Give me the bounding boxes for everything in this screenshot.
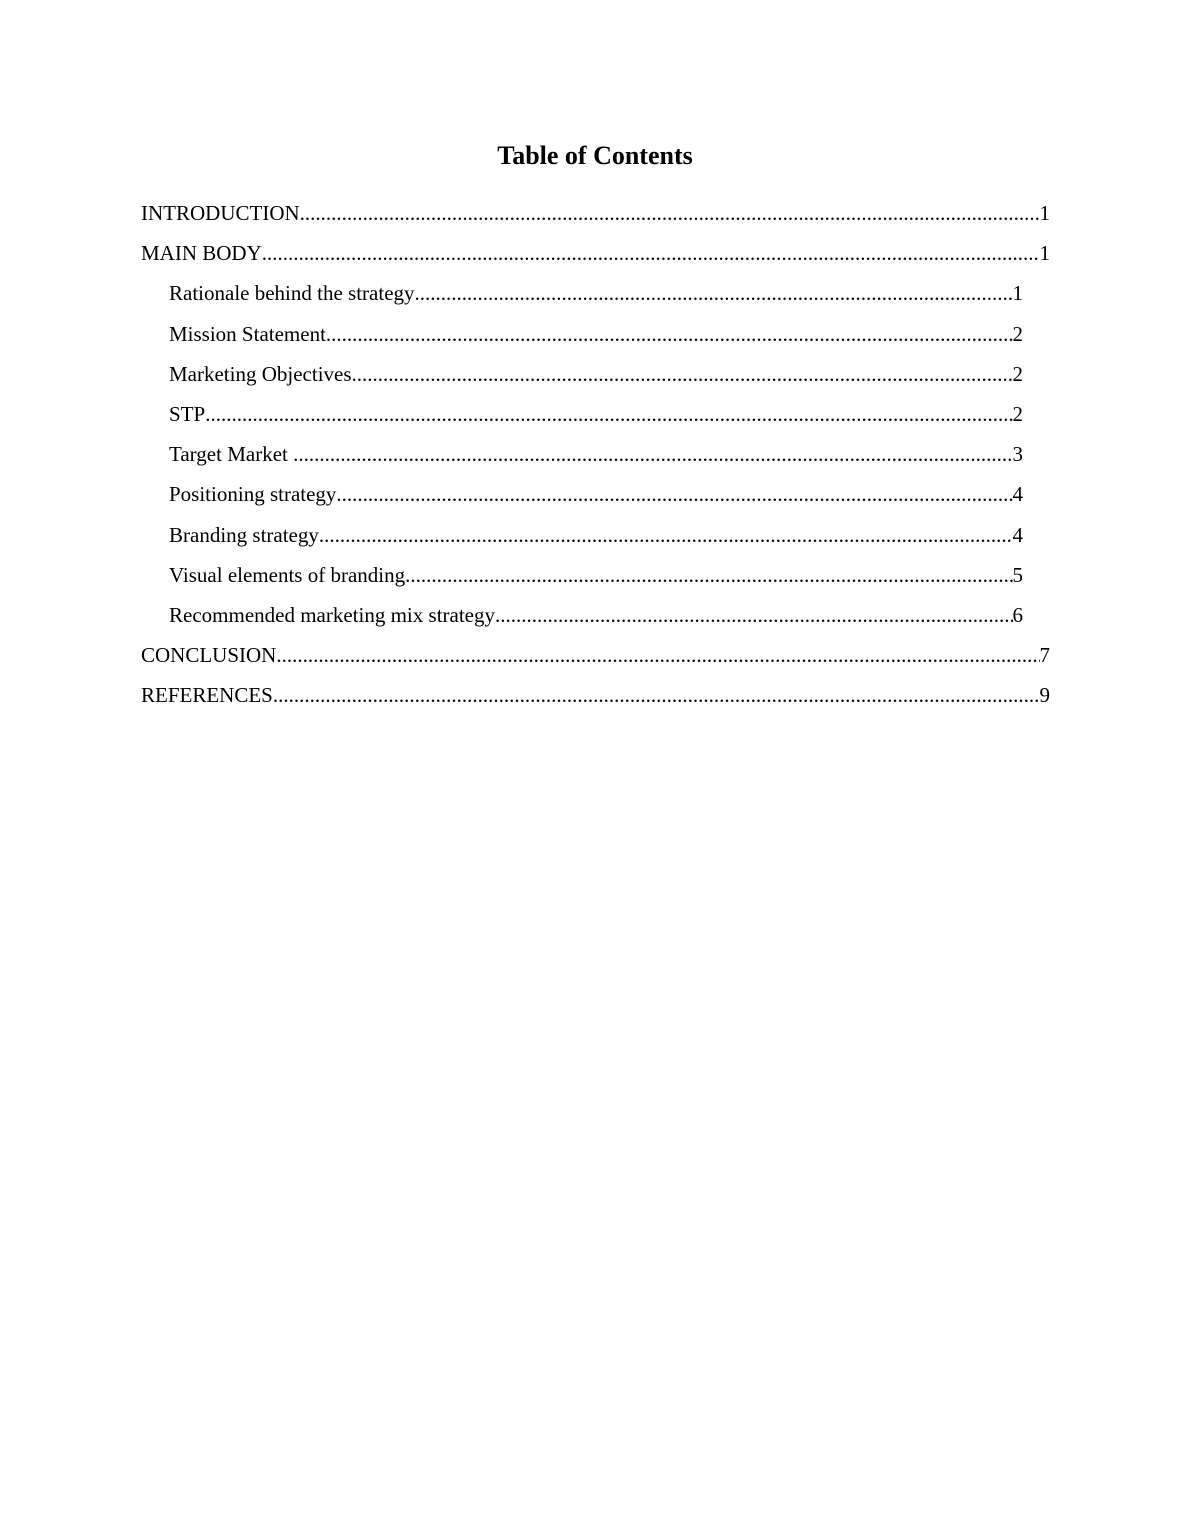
toc-page-number: 2 — [1012, 361, 1023, 386]
toc-entry-label: Mission Statement — [169, 321, 326, 346]
toc-page-number: 7 — [1039, 643, 1050, 668]
toc-page-number: 1 — [1012, 281, 1023, 306]
toc-entry-positioning-strategy[interactable] — [0, 474, 1190, 514]
toc-dot-leader — [300, 193, 1040, 233]
toc-entry-stp[interactable] — [0, 394, 1190, 434]
toc-entry-label: STP — [169, 401, 206, 426]
toc-entry-label: Positioning strategy — [169, 482, 337, 507]
toc-entry-label: Marketing Objectives — [169, 361, 352, 386]
toc-dot-leader — [293, 434, 1012, 474]
toc-entry-main-body[interactable] — [0, 233, 1190, 273]
toc-dot-leader — [336, 474, 1012, 514]
toc-dot-leader — [326, 314, 1013, 354]
toc-entry-label: Recommended marketing mix strategy — [169, 602, 495, 627]
toc-page-number: 6 — [1012, 602, 1023, 627]
toc-dot-leader — [205, 394, 1012, 434]
toc-entry-label: Branding strategy — [169, 522, 319, 547]
toc-dot-leader — [495, 595, 1013, 635]
toc-entry-marketing-mix[interactable] — [0, 595, 1190, 635]
toc-entry-label: Visual elements of branding — [169, 562, 406, 587]
toc-dot-leader — [352, 354, 1013, 394]
toc-page-number: 1 — [1039, 201, 1050, 225]
toc-entry-references[interactable] — [0, 675, 1190, 715]
toc-entry-conclusion[interactable] — [0, 635, 1190, 675]
toc-entry-target-market[interactable] — [0, 434, 1190, 474]
toc-entry-label: INTRODUCTION — [141, 201, 300, 225]
toc-entry-label: CONCLUSION — [141, 643, 277, 668]
toc-dot-leader — [273, 675, 1040, 715]
toc-page-number: 2 — [1012, 401, 1023, 426]
toc-dot-leader — [319, 515, 1013, 555]
toc-page-number: 4 — [1012, 482, 1023, 507]
toc-page-number: 2 — [1012, 321, 1023, 346]
toc-page-number: 5 — [1012, 562, 1023, 587]
toc-dot-leader — [415, 273, 1013, 313]
toc-entry-introduction[interactable] — [0, 193, 1190, 233]
toc-entry-visual-elements[interactable] — [0, 555, 1190, 595]
toc-entry-mission-statement[interactable] — [0, 314, 1190, 354]
toc-page-number: 3 — [1012, 442, 1023, 467]
toc-page-number: 9 — [1039, 683, 1050, 708]
toc-page-number: 1 — [1039, 241, 1050, 266]
toc-entry-label: REFERENCES — [141, 683, 273, 708]
toc-dot-leader — [262, 233, 1040, 273]
toc-entry-label: MAIN BODY — [141, 241, 262, 266]
toc-page-number: 4 — [1012, 522, 1023, 547]
toc-entry-branding-strategy[interactable] — [0, 515, 1190, 555]
toc-entry-label: Rationale behind the strategy — [169, 281, 415, 306]
toc-entry-label: Target Market — [169, 442, 294, 467]
toc-entry-rationale[interactable] — [0, 273, 1190, 313]
toc-entry-marketing-objectives[interactable] — [0, 354, 1190, 394]
toc-dot-leader — [276, 635, 1039, 675]
toc-title: Table of Contents — [497, 141, 693, 170]
toc-dot-leader — [405, 555, 1012, 595]
toc-list — [0, 193, 1190, 715]
